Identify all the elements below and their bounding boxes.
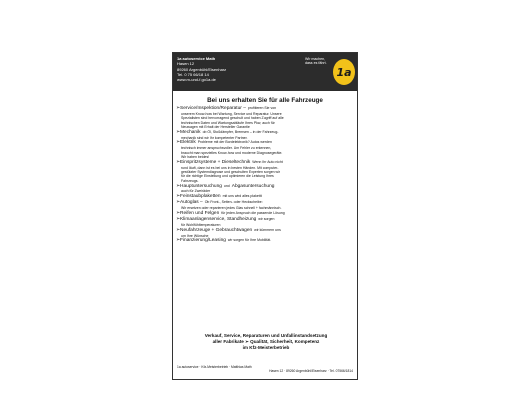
service-detail-line: für Wohlfühltemperaturen	[181, 222, 221, 227]
closing-line: im Kfz-Meisterbetrieb	[242, 344, 290, 350]
footer-line2: Hasen 12 · 89260 Argenbühl/Eisenharz · Tel. 07566/1814	[269, 369, 353, 374]
service-desc: profitieren Sie von	[247, 106, 277, 110]
service-detail-line: Fahrzeugs.	[181, 178, 199, 183]
arrow-bullet-icon: ➢	[176, 194, 181, 200]
arrow-bullet-icon: ➢	[176, 200, 181, 206]
tagline	[305, 57, 327, 66]
service-item	[176, 200, 356, 210]
tagline-line: dass es fährt.	[305, 61, 327, 66]
arrow-bullet-icon: ➢	[176, 217, 181, 223]
service-desc: für jeden Anspruch die passende Lösung	[221, 211, 285, 215]
service-item	[176, 238, 356, 244]
service-title-secondary: Abgasuntersuchung	[231, 183, 275, 189]
website-link[interactable]: www.m-und-f.go1a.de	[177, 77, 216, 83]
headline: Bei uns erhalten Sie für alle Fahrzeuge	[207, 97, 323, 104]
service-detail-line: um Ihre Wünsche	[181, 233, 209, 238]
service-detail-line: braucht man spezielles Know-how und moderne Diagnosegeräte.	[181, 150, 283, 155]
service-desc: Ob Front-, Seiten- oder Heckscheibe:	[204, 200, 263, 205]
company-name: 1a autoservice Math	[177, 56, 216, 61]
brand-logo	[333, 59, 355, 85]
service-detail-line: unserem Know-how bei Wartung, Service und Reparatur. Unsere	[181, 111, 282, 116]
service-title: Hauptuntersuchung	[180, 183, 222, 189]
arrow-bullet-icon: ➢	[176, 211, 181, 216]
service-title: Autoglas –	[180, 200, 203, 206]
service-detail-line: Spezialisten sind hervorragend geschult und haben Zugriff auf alle	[181, 116, 284, 121]
footer-line1: 1a autoservice · Kfz-Meisterbetrieb · Matthias Math	[177, 365, 252, 369]
service-detail-line: mechanik sind wir Ihr kompetenter Partner.	[181, 135, 248, 140]
service-title: Mechanik	[180, 129, 201, 135]
service-desc: und	[223, 183, 230, 188]
service-desc: wir kümmern uns	[254, 227, 281, 232]
service-item	[176, 106, 356, 129]
service-desc: wir sorgen	[258, 217, 275, 222]
arrow-bullet-icon: ➢	[176, 140, 181, 146]
service-title: Feinstaubplaketten	[180, 194, 221, 200]
service-item	[176, 160, 356, 183]
closing-line: Verkauf, Service, Reparaturen und Unfallinstandsetzung	[204, 333, 328, 338]
service-line	[176, 238, 356, 244]
city: 89260 Argenbühl/Eisenharz	[177, 66, 227, 72]
service-item	[176, 130, 356, 140]
arrow-bullet-icon: ➢	[176, 238, 181, 244]
header-bar	[173, 53, 357, 91]
arrow-bullet-icon: ➢	[176, 183, 181, 189]
arrow-bullet-icon: ➢	[176, 129, 181, 135]
service-desc: mit uns wird alles plakettt	[222, 194, 262, 199]
service-title: Klimaanlagenservice, Standheizung	[180, 217, 257, 223]
service-title: Neufahrzeuge + Gebrauchtwagen	[180, 227, 253, 233]
service-line	[176, 211, 356, 217]
service-item	[176, 194, 356, 200]
service-line	[176, 194, 356, 200]
service-title: Elektrik	[180, 140, 196, 146]
logo-text: 1a	[336, 65, 352, 79]
closing-statement	[177, 333, 355, 350]
tagline-line: Wir machen,	[305, 57, 326, 61]
service-detail-line: Wir ersetzen oder reparieren jedes Glas schnell + fachmännisch.	[181, 206, 282, 211]
service-detail-line: technisch immer anspruchsvoller. Um Fehler zu erkennen,	[181, 146, 272, 151]
service-desc: Wenn Ihr Auto nicht	[252, 159, 283, 164]
service-title: Service/Inspektion/Reparatur –	[180, 106, 246, 111]
service-desc: wir sorgen für Ihre Mobilität.	[227, 238, 272, 243]
service-item	[176, 211, 356, 217]
service-detail-line: Wir haben beides!	[181, 155, 210, 160]
advertisement-card	[172, 52, 358, 380]
service-item	[176, 184, 356, 194]
phone: Tel. 0 75 66/18 14	[177, 71, 209, 77]
arrow-bullet-icon: ➢	[176, 227, 181, 233]
service-detail-line: auch für Zweiräder	[181, 189, 211, 194]
services-list	[176, 106, 356, 245]
closing-line: aller Fabrikate ➢ Qualität, Sicherheit, Kompetenz	[212, 338, 320, 344]
service-title: Finanzierung/Leasing	[180, 238, 226, 244]
service-detail-line: für die richtige Einstellung und optimieren die Leistung Ihres	[181, 174, 274, 179]
service-title: Reifen und Felgen	[180, 211, 220, 216]
arrow-bullet-icon: ➢	[176, 159, 181, 165]
street: Hasen 12	[177, 61, 195, 67]
footer	[177, 365, 355, 373]
service-item	[176, 217, 356, 227]
service-title: Einspritzsysteme + Dieseltechnik	[180, 159, 251, 165]
service-desc: Probleme mit der Bordelektronik? Autos werden	[197, 140, 272, 145]
service-item	[176, 228, 356, 238]
contact-block	[177, 56, 226, 82]
service-desc: ob Öl, Stoßdämpfer, Bremsen – in der Fahrzeug-	[202, 129, 279, 134]
service-item	[176, 140, 356, 159]
service-detail-line: gestützter Systemdiagnose und geschulten Experten sorgen wir	[181, 170, 281, 175]
service-detail-line: rund läuft, dann ist es bei uns in besten Händen. Mit computer-	[181, 165, 279, 170]
service-detail-line: technischen Daten und Wartungsabläufe Ihres Pkw, auch für	[181, 120, 275, 125]
service-detail-line: Neuwagen mit Erhalt der Hersteller Garantie	[181, 125, 250, 130]
arrow-bullet-icon: ➢	[176, 106, 181, 111]
